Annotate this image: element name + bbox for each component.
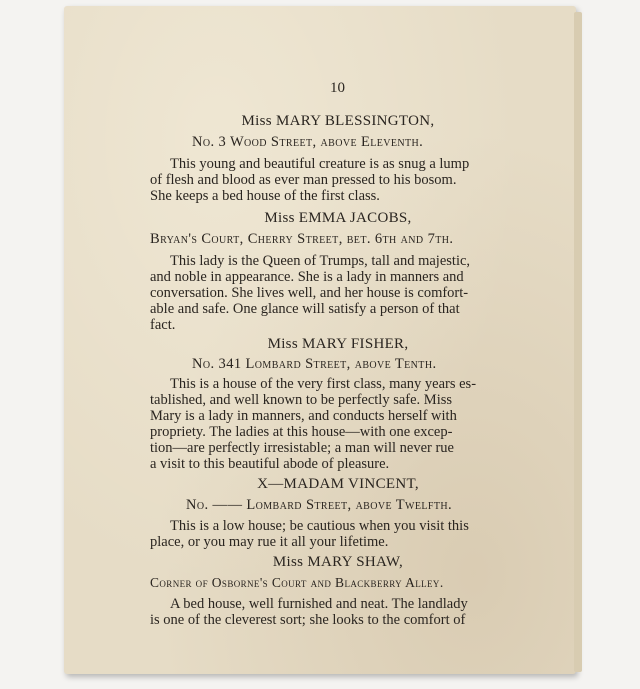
entry-line: This is a low house; be cautious when you visit this — [170, 518, 469, 534]
entry-line: This is a house of the very first class, many years es- — [170, 376, 477, 392]
entry-line: This young and beautiful creature is as snug a lump — [170, 156, 470, 172]
entry-name: Miss MARY FISHER, — [267, 336, 409, 352]
entry-line: and noble in appearance. She is a lady in manners and — [150, 269, 464, 285]
entry-line: A bed house, well furnished and neat. The landlady — [170, 596, 468, 612]
entry-address: Corner of Osborne's Court and Blackberry Alley. — [150, 575, 444, 590]
entry-line: of flesh and blood as ever man pressed to his bosom. — [150, 172, 457, 188]
entry-line: is one of the cleverest sort; she looks to the comfort of — [150, 612, 466, 628]
entry-line: tablished, and well known to be perfectly safe. Miss — [150, 392, 453, 408]
entry-line: She keeps a bed house of the first class. — [150, 188, 380, 204]
entry-line: This lady is the Queen of Trumps, tall and majestic, — [170, 253, 471, 269]
entry-line: fact. — [150, 317, 176, 333]
entry-line: a visit to this beautiful abode of pleasure. — [150, 456, 390, 472]
entry-line: able and safe. One glance will satisfy a person of that — [150, 301, 460, 317]
entry-line: Mary is a lady in manners, and conducts herself with — [150, 408, 457, 424]
page-edge — [574, 12, 582, 672]
entry-name: Miss MARY BLESSINGTON, — [241, 113, 435, 129]
entry-name: X—MADAM VINCENT, — [257, 476, 419, 492]
entry-line: tion—are perfectly irresistable; a man will never rue — [150, 440, 454, 456]
entry-line: conversation. She lives well, and her house is comfort- — [150, 285, 469, 301]
entry-name: Miss EMMA JACOBS, — [264, 210, 412, 226]
entry-address: Bryan's Court, Cherry Street, bet. 6th and 7th. — [150, 231, 454, 247]
page-number: 10 — [330, 80, 345, 96]
entry-address: No. 3 Wood Street, above Eleventh. — [192, 134, 424, 150]
entry-address: No. —— Lombard Street, above Twelfth. — [186, 497, 452, 513]
entry-address: No. 341 Lombard Street, above Tenth. — [192, 356, 437, 372]
entry-line: propriety. The ladies at this house—with one excep- — [150, 424, 453, 440]
entry-name: Miss MARY SHAW, — [272, 554, 404, 570]
entry-line: place, or you may rue it all your lifetime. — [150, 534, 389, 550]
